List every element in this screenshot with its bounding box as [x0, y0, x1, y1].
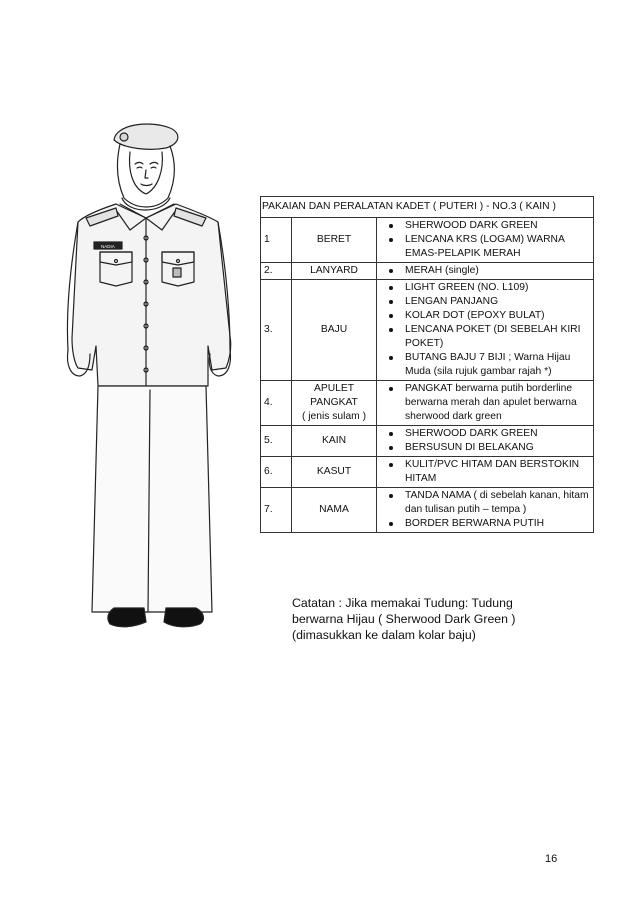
note-line-3: (dimasukkan ke dalam kolar baju)	[292, 628, 476, 642]
row-details	[377, 488, 594, 533]
row-number: 6.	[261, 457, 292, 488]
item-label: BAJU	[320, 324, 348, 335]
table-row	[261, 426, 594, 457]
row-item	[292, 488, 377, 533]
detail-item: SHERWOOD DARK GREEN	[389, 427, 593, 441]
item-label: APULET	[313, 383, 355, 394]
pocket-badge	[173, 268, 181, 277]
detail-item: LENCANA KRS (LOGAM) WARNA EMAS-PELAPIK MERAH	[389, 233, 593, 261]
uniform-illustration	[58, 118, 258, 638]
details-list	[377, 382, 593, 424]
page-number: 16	[545, 853, 558, 865]
table-row	[261, 457, 594, 488]
right-shoe	[164, 608, 203, 627]
detail-item: BORDER BERWARNA PUTIH	[389, 517, 593, 531]
uniform-table	[260, 196, 594, 533]
row-details	[377, 457, 594, 488]
note	[292, 595, 562, 643]
details-list	[377, 427, 593, 455]
detail-item: BUTANG BAJU 7 BIJI ; Warna Hijau Muda (sila rujuk gambar rajah *)	[389, 351, 593, 379]
row-item	[292, 381, 377, 426]
item-label: PANGKAT	[310, 397, 358, 408]
row-item	[292, 280, 377, 381]
table-row	[261, 218, 594, 263]
details-list	[377, 458, 593, 486]
table-title-row	[261, 197, 594, 218]
beret-badge	[120, 133, 128, 141]
detail-item: KOLAR DOT (EPOXY BULAT)	[389, 309, 593, 323]
row-number: 4.	[261, 381, 292, 426]
table-row	[261, 381, 594, 426]
row-details	[377, 381, 594, 426]
detail-item: LENGAN PANJANG	[389, 295, 593, 309]
note-line-1: Catatan : Jika memakai Tudung: Tudung	[292, 596, 513, 610]
name-tag-text: NADIA	[101, 244, 115, 249]
detail-item: BERSUSUN DI BELAKANG	[389, 441, 593, 455]
item-label: NAMA	[319, 504, 349, 515]
row-number: 7.	[261, 488, 292, 533]
table-row	[261, 488, 594, 533]
row-details	[377, 426, 594, 457]
table-row	[261, 263, 594, 280]
item-label: KASUT	[316, 466, 352, 477]
left-shoe	[108, 608, 146, 627]
table-body	[261, 218, 594, 533]
shirt	[72, 204, 231, 386]
detail-item: LENCANA POKET (DI SEBELAH KIRI POKET)	[389, 323, 593, 351]
skirt	[92, 386, 212, 612]
row-details	[377, 263, 594, 280]
item-label: BERET	[316, 234, 352, 245]
item-label: LANYARD	[310, 265, 358, 276]
note-line-2: berwarna Hijau ( Sherwood Dark Green )	[292, 612, 516, 626]
item-label: KAIN	[321, 435, 347, 446]
detail-item: SHERWOOD DARK GREEN	[389, 219, 593, 233]
details-list	[377, 489, 593, 531]
row-item	[292, 426, 377, 457]
row-number: 2.	[261, 263, 292, 280]
details-list	[377, 281, 593, 379]
row-item	[292, 457, 377, 488]
detail-item: MERAH (single)	[389, 264, 593, 278]
details-list	[377, 219, 593, 261]
row-number: 3.	[261, 280, 292, 381]
row-item	[292, 218, 377, 263]
detail-item: PANGKAT berwarna putih borderline berwarna merah dan apulet berwarna sherwood dark green	[389, 382, 593, 424]
row-number: 1	[261, 218, 292, 263]
row-details	[377, 280, 594, 381]
detail-item: KULIT/PVC HITAM DAN BERSTOKIN HITAM	[389, 458, 593, 486]
detail-item: LIGHT GREEN (NO. L109)	[389, 281, 593, 295]
item-label: ( jenis sulam )	[301, 411, 367, 422]
table-row	[261, 280, 594, 381]
row-item	[292, 263, 377, 280]
detail-item: TANDA NAMA ( di sebelah kanan, hitam dan tulisan putih – tempa )	[389, 489, 593, 517]
details-list	[377, 264, 593, 278]
row-details	[377, 218, 594, 263]
table-title: PAKAIAN DAN PERALATAN KADET ( PUTERI ) - NO.3 ( KAIN )	[261, 197, 594, 218]
row-number: 5.	[261, 426, 292, 457]
